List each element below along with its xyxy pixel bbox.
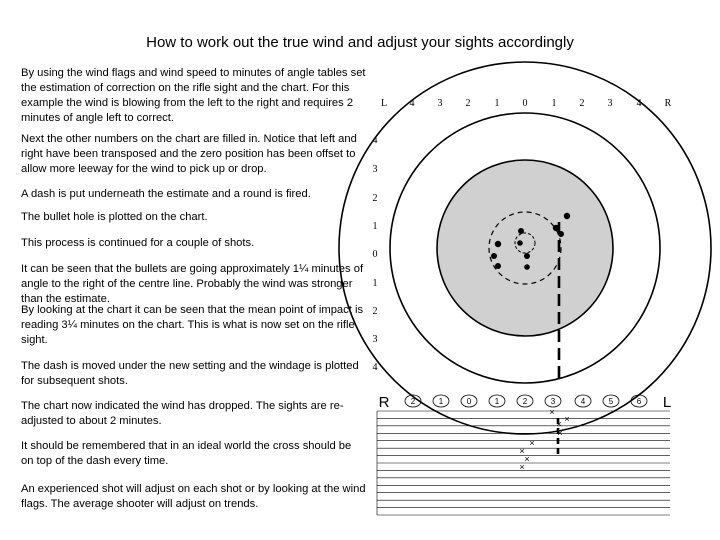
wind-scale-right-label: L [662,394,672,411]
side-scale-label: 0 [372,249,378,260]
side-scale-label: 2 [372,306,378,317]
top-scale-label: 1 [551,98,557,109]
wind-scale-left-label: R [378,394,390,411]
shot-cross: × [519,462,525,472]
top-scale-label: 4 [409,98,415,109]
paragraph-dash: A dash is put underneath the estimate and a round is fired. [21,188,311,200]
top-scale-label: 4 [636,98,642,109]
top-scale-label: 2 [465,98,471,109]
bullet-hole [553,225,559,231]
target-side-scale [373,135,378,373]
paragraph-wind-dropped: The chart now indicated the wind has dropped. The sights are re-adjusted to about 2 minutes. [21,400,344,427]
paragraph-ideal-world: It should be remembered that in an ideal world the cross should be on top of the dash every time. [21,440,352,467]
bullet-hole [517,240,523,246]
paragraph-bullets-right: It can be seen that the bullets are going approximately 1¼ minutes of angle to the right of the centre line. Probably the wind was stronger than the estimate. [21,263,364,305]
side-scale-label: 1 [372,278,378,289]
paragraph-chart-numbers: Next the other numbers on the chart are filled in. Notice that left and right have been transposed and the zero position has been offset to allow more leeway for the wind to pick up or drop. [21,133,357,175]
wind-shot-crosses [519,407,569,472]
paragraph-bullet-hole: The bullet hole is plotted on the chart. [21,211,208,223]
side-scale-label: 4 [372,362,378,373]
top-scale-label: 3 [437,98,443,109]
bullet-hole [524,253,530,259]
side-scale-label: 3 [372,334,378,345]
wind-scale-number: 4 [580,397,586,406]
wind-scale-number: 0 [466,397,472,406]
shot-cross: × [524,454,530,464]
wind-scale-number: 1 [438,397,444,406]
bullet-hole [518,228,524,234]
side-scale-label: 4 [372,135,378,146]
shot-cross: × [557,428,563,438]
side-scale-label: 3 [372,164,378,175]
side-scale-label: 1 [372,221,378,232]
shot-cross: × [529,438,535,448]
wind-scale-number: 3 [550,397,556,406]
bullet-hole [558,231,564,237]
paragraph-continue: This process is continued for a couple of shots. [21,237,255,249]
target-bull [437,160,613,336]
wind-scale-number: 1 [494,397,500,406]
paragraph-mean-point: By looking at the chart it can be seen that the mean point of impact is reading 3¼ minutes on the chart. This is what is now set on the rifle sight. [21,304,364,346]
wind-scale-number: 6 [636,397,642,406]
shot-cross: × [519,446,525,456]
shot-cross: × [564,414,570,424]
wind-scale-number: 2 [522,397,528,406]
shot-cross: × [549,407,555,417]
wind-scale-numbers [411,397,642,406]
top-scale-label: 2 [579,98,585,109]
top-scale-label: 1 [494,98,500,109]
shot-cross: × [556,419,562,429]
bullet-hole [495,263,501,269]
wind-chart [377,394,671,515]
paragraph-dash-moved: The dash is moved under the new setting and the windage is plotted for subsequent shots. [21,360,359,387]
top-scale-label: 0 [522,98,528,109]
top-scale-label: L [380,98,388,109]
bullet-hole [495,241,501,247]
target-top-scale [381,98,672,109]
wind-scale-number: 5 [608,397,614,406]
side-scale-label: 2 [372,193,378,204]
wind-scale-number: 2 [410,397,416,406]
page-title: How to work out the true wind and adjust your sights accordingly [146,34,574,51]
bullet-hole [491,253,497,259]
top-scale-label: R [664,98,672,109]
paragraph-wind-estimate: By using the wind flags and wind speed to minutes of angle tables set the estimation of correction on the rifle sight and the chart. For this example the wind is blowing from the left to the right and requires 2 minutes of angle left to correct. [21,67,366,124]
paragraph-experienced-shot: An experienced shot will adjust on each shot or by looking at the wind flags. The average shooter will adjust on trends. [21,483,366,510]
bullet-hole [524,264,530,270]
top-scale-label: 3 [607,98,613,109]
bullet-hole [564,213,570,219]
